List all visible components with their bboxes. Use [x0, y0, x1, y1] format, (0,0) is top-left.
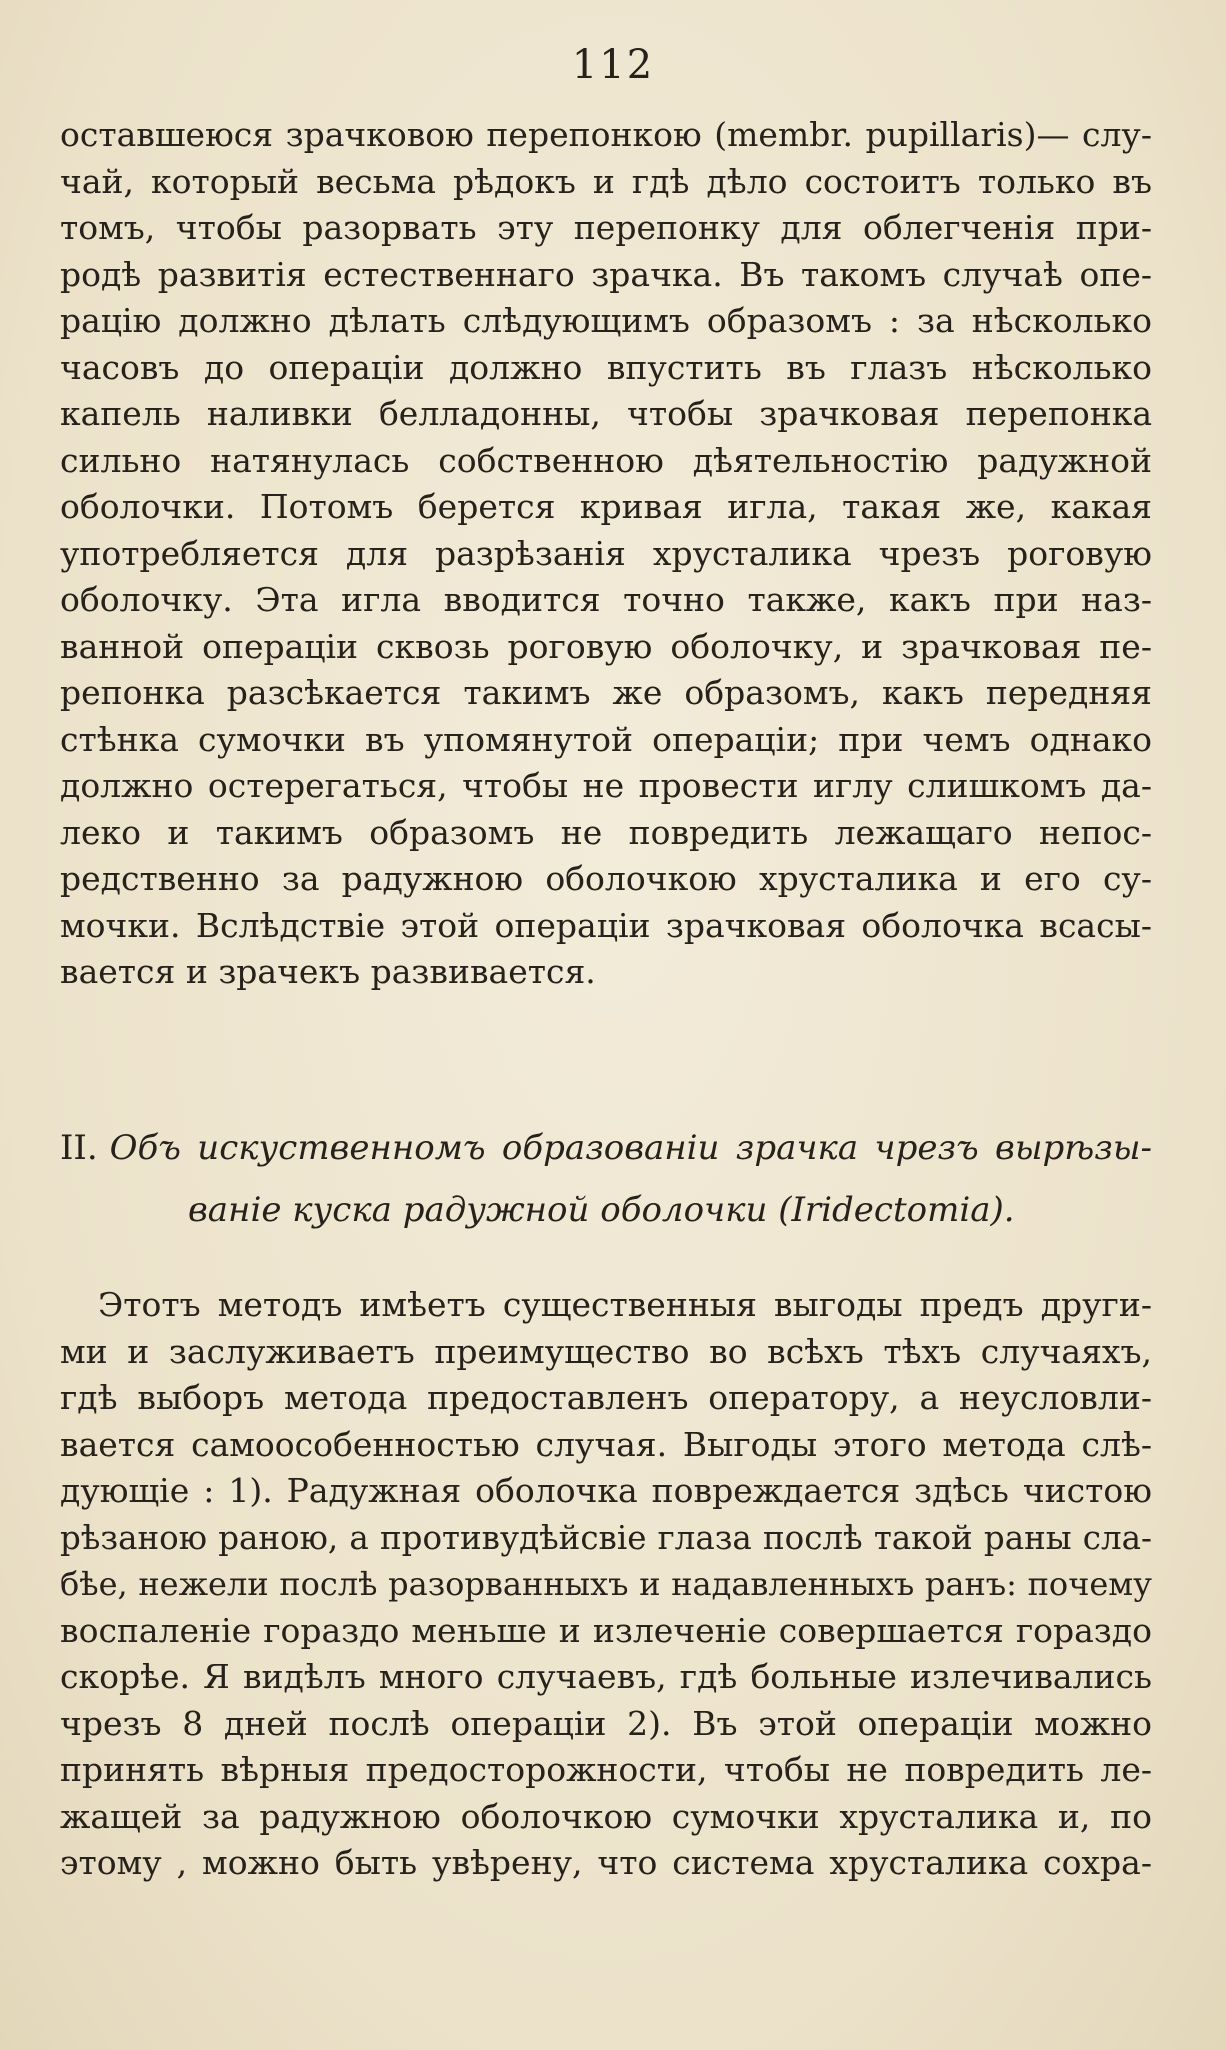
text-line: вается и зрачекъ развивается. — [60, 952, 596, 991]
page-number: 112 — [571, 42, 655, 88]
text-line: капель наливки белладонны, чтобы зрачковая перепонка — [60, 394, 1152, 433]
text-line: оболочку. Эта игла вводится точно также, какъ при наз- — [60, 580, 1152, 619]
text-line: гдѣ выборъ метода предоставленъ оператору, а неусловли- — [60, 1378, 1152, 1417]
text-line: должно остерегаться, чтобы не провести иглу слишкомъ да- — [60, 766, 1152, 805]
section-title-part-2: ваніе куска радужной оболочки (Iridectomia). — [188, 1190, 1015, 1230]
text-line: оставшеюся зрачковою перепонкою (membr. pupillaris)— слу- — [60, 115, 1152, 154]
section-heading — [60, 1117, 1152, 1241]
paragraph-1 — [60, 112, 1152, 996]
text-line: бѣе, нежели послѣ разорванныхъ и надавленныхъ ранъ: почему — [60, 1565, 1152, 1603]
section-heading-line-1 — [60, 1117, 1152, 1179]
text-line: часовъ до операціи должно впустить въ глазъ нѣсколько — [60, 347, 1152, 387]
paragraph-2 — [60, 1282, 1152, 1887]
text-line: скорѣе. Я видѣлъ много случаевъ, гдѣ больные излечивались — [60, 1657, 1152, 1696]
text-line: рацію должно дѣлать слѣдующимъ образомъ : за нѣсколько — [60, 301, 1152, 340]
section-title-part-1: Объ искуственномъ образованіи зрачка чрезъ вырѣзы- — [109, 1128, 1152, 1168]
text-line: чрезъ 8 дней послѣ операціи 2). Въ этой операціи можно — [60, 1703, 1152, 1743]
text-line: чай, который весьма рѣдокъ и гдѣ дѣло состоитъ только въ — [60, 161, 1152, 201]
text-line: ванной операціи сквозь роговую оболочку, и зрачковая пе- — [60, 626, 1152, 666]
text-line: оболочки. Потомъ берется кривая игла, такая же, какая — [60, 487, 1152, 526]
text-line: жащей за радужною оболочкою сумочки хрусталика и, по — [60, 1796, 1152, 1836]
text-line: принять вѣрныя предосторожности, чтобы не повредить ле- — [60, 1750, 1152, 1789]
text-line: этому , можно быть увѣрену, что система хрусталика сохра- — [60, 1843, 1152, 1882]
text-line: воспаленіе гораздо меньше и излеченіе совершается гораздо — [60, 1610, 1152, 1650]
text-line: родѣ развитія естественнаго зрачка. Въ такомъ случаѣ опе- — [60, 254, 1152, 294]
text-line: томъ, чтобы разорвать эту перепонку для облегченія при- — [60, 208, 1152, 247]
text-line: мочки. Вслѣдствіе этой операціи зрачковая оболочка всасы- — [60, 905, 1152, 945]
text-line: ми и заслуживаетъ преимущество во всѣхъ тѣхъ случаяхъ, — [60, 1331, 1152, 1371]
text-line: вается самоособенностью случая. Выгоды этого метода слѣ- — [60, 1424, 1152, 1464]
text-line: стѣнка сумочки въ упомянутой операціи; при чемъ однако — [60, 719, 1152, 759]
text-line: репонка разсѣкается такимъ же образомъ, какъ передняя — [60, 673, 1152, 712]
text-line: сильно натянулась собственною дѣятельностію радужной — [60, 440, 1152, 480]
text-line: дующіе : 1). Радужная оболочка повреждается здѣсь чистою — [60, 1471, 1152, 1510]
text-line: рѣзаною раною, а противудѣйсвіе глаза послѣ такой раны сла- — [60, 1518, 1152, 1557]
text-line: леко и такимъ образомъ не повредить лежащаго непос- — [60, 812, 1152, 852]
text-line: Этотъ методъ имѣетъ существенныя выгоды предъ други- — [98, 1285, 1152, 1324]
section-number: II. — [60, 1128, 98, 1168]
text-line: употребляется для разрѣзанія хрусталика чрезъ роговую — [60, 533, 1152, 573]
text-line: редственно за радужною оболочкою хрусталика и его су- — [60, 859, 1152, 898]
